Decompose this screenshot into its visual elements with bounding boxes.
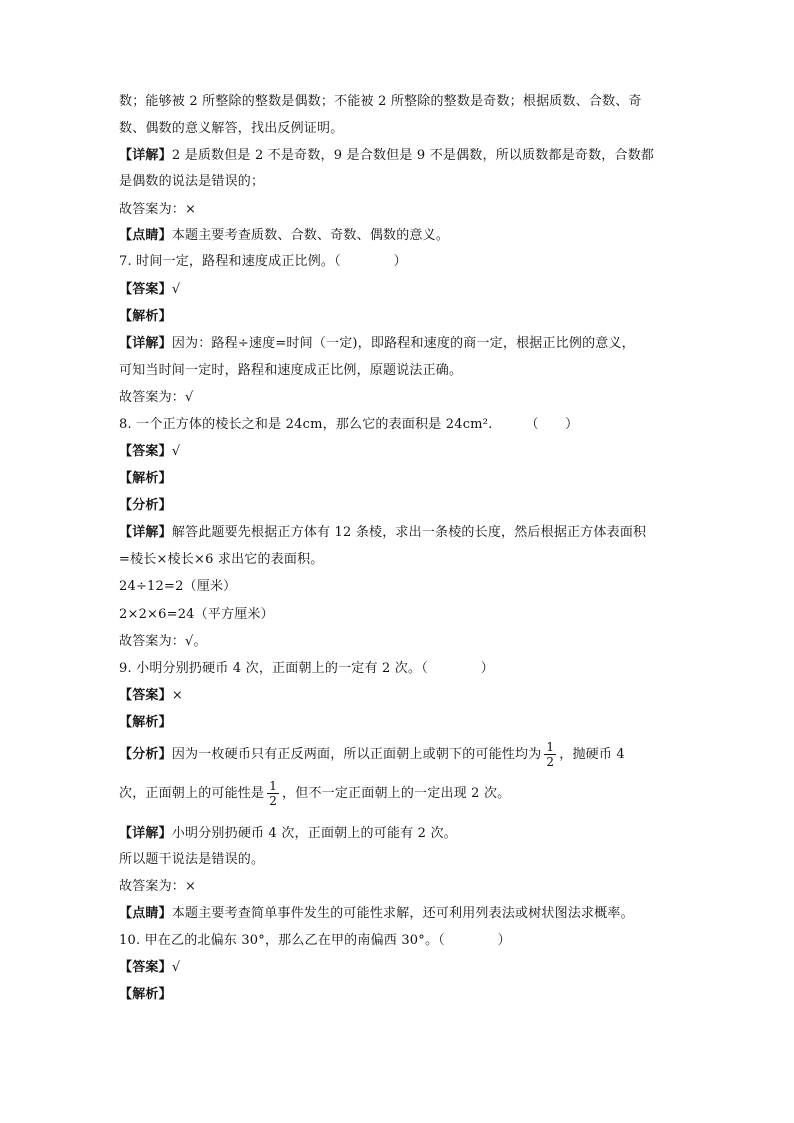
calc-line: 2×2×6=24（平方厘米） bbox=[119, 607, 274, 622]
section-heading: 【解析】 bbox=[119, 309, 172, 324]
question-10: 10. 甲在乙的北偏东 30°，那么乙在甲的南偏西 30°。（ ） bbox=[119, 933, 511, 948]
section-tag: 【点睛】 bbox=[119, 906, 172, 921]
answer-line: 故答案为：√。 bbox=[119, 634, 207, 649]
answer-line: 故答案为：√ bbox=[119, 390, 194, 405]
section-tag: 【详解】 bbox=[119, 336, 172, 351]
answer-line: 故答案为：× bbox=[119, 202, 197, 217]
text-line: 【分析】因为一枚硬币只有正反两面，所以正面朝上或朝下的可能性均为 $\frac{1}{2}$ ，抛硬币 4 bbox=[119, 740, 625, 769]
text-line: 所以题干说法是错误的。 bbox=[119, 852, 265, 867]
fraction-one-half: $\frac{1}{2}$ bbox=[546, 740, 555, 769]
section-tag: 【点睛】 bbox=[119, 228, 172, 243]
text-line: 是偶数的说法是错误的； bbox=[119, 174, 265, 189]
fraction-one-half: $\frac{1}{2}$ bbox=[269, 779, 278, 808]
answer-line: 【答案】× bbox=[119, 688, 183, 703]
text-line: 【详解】解答此题要先根据正方体有 12 条棱，求出一条棱的长度，然后根据正方体表面积 bbox=[119, 525, 647, 540]
section-tag: 【答案】 bbox=[119, 960, 172, 975]
section-heading: 【解析】 bbox=[119, 471, 172, 486]
section-heading: 【解析】 bbox=[119, 987, 172, 1002]
text-line: 数、偶数的意义解答，找出反例证明。 bbox=[119, 121, 344, 136]
question-9: 9. 小明分别扔硬币 4 次，正面朝上的一定有 2 次。（ ） bbox=[119, 661, 494, 676]
section-tag: 【详解】 bbox=[119, 525, 172, 540]
section-tag: 【详解】 bbox=[119, 826, 172, 841]
answer-line: 【答案】√ bbox=[119, 960, 181, 975]
text-line: 【点睛】本题主要考查简单事件发生的可能性求解，还可利用列表法或树状图法求概率。 bbox=[119, 906, 634, 921]
question-7: 7. 时间一定，路程和速度成正比例。（ ） bbox=[119, 254, 407, 269]
section-tag: 【答案】 bbox=[119, 688, 172, 703]
text-line: 【详解】2 是质数但是 2 不是奇数，9 是合数但是 9 不是偶数，所以质数都是奇数，合数都 bbox=[119, 148, 655, 163]
section-tag: 【答案】 bbox=[119, 444, 172, 459]
question-8: 8. 一个正方体的棱长之和是 24cm，那么它的表面积是 24cm². （ ） bbox=[119, 417, 579, 432]
text-line: 【详解】因为：路程÷速度=时间（一定)，即路程和速度的商一定，根据正比例的意义， bbox=[119, 336, 635, 351]
text-line: 【点睛】本题主要考查质数、合数、奇数、偶数的意义。 bbox=[119, 228, 450, 243]
text-line: 数；能够被 2 所整除的整数是偶数；不能被 2 所整除的整数是奇数；根据质数、合数、奇 bbox=[119, 94, 642, 109]
text-line: 可知当时间一定时，路程和速度成正比例，原题说法正确。 bbox=[119, 363, 463, 378]
section-tag: 【答案】 bbox=[119, 282, 172, 297]
text-line: 次，正面朝上的可能性是 $\frac{1}{2}$ ，但不一定正面朝上的一定出现 2 次。 bbox=[119, 779, 511, 808]
section-heading: 【解析】 bbox=[119, 715, 172, 730]
text-line: =棱长×棱长×6 求出它的表面积。 bbox=[119, 552, 324, 567]
section-tag: 【详解】 bbox=[119, 148, 172, 163]
section-heading: 【分析】 bbox=[119, 498, 172, 513]
answer-line: 【答案】√ bbox=[119, 282, 181, 297]
section-tag: 【分析】 bbox=[119, 747, 172, 762]
calc-line: 24÷12=2（厘米） bbox=[119, 579, 237, 594]
answer-line: 【答案】√ bbox=[119, 444, 181, 459]
answer-line: 故答案为：× bbox=[119, 879, 197, 894]
text-line: 【详解】小明分别扔硬币 4 次，正面朝上的可能有 2 次。 bbox=[119, 826, 457, 841]
